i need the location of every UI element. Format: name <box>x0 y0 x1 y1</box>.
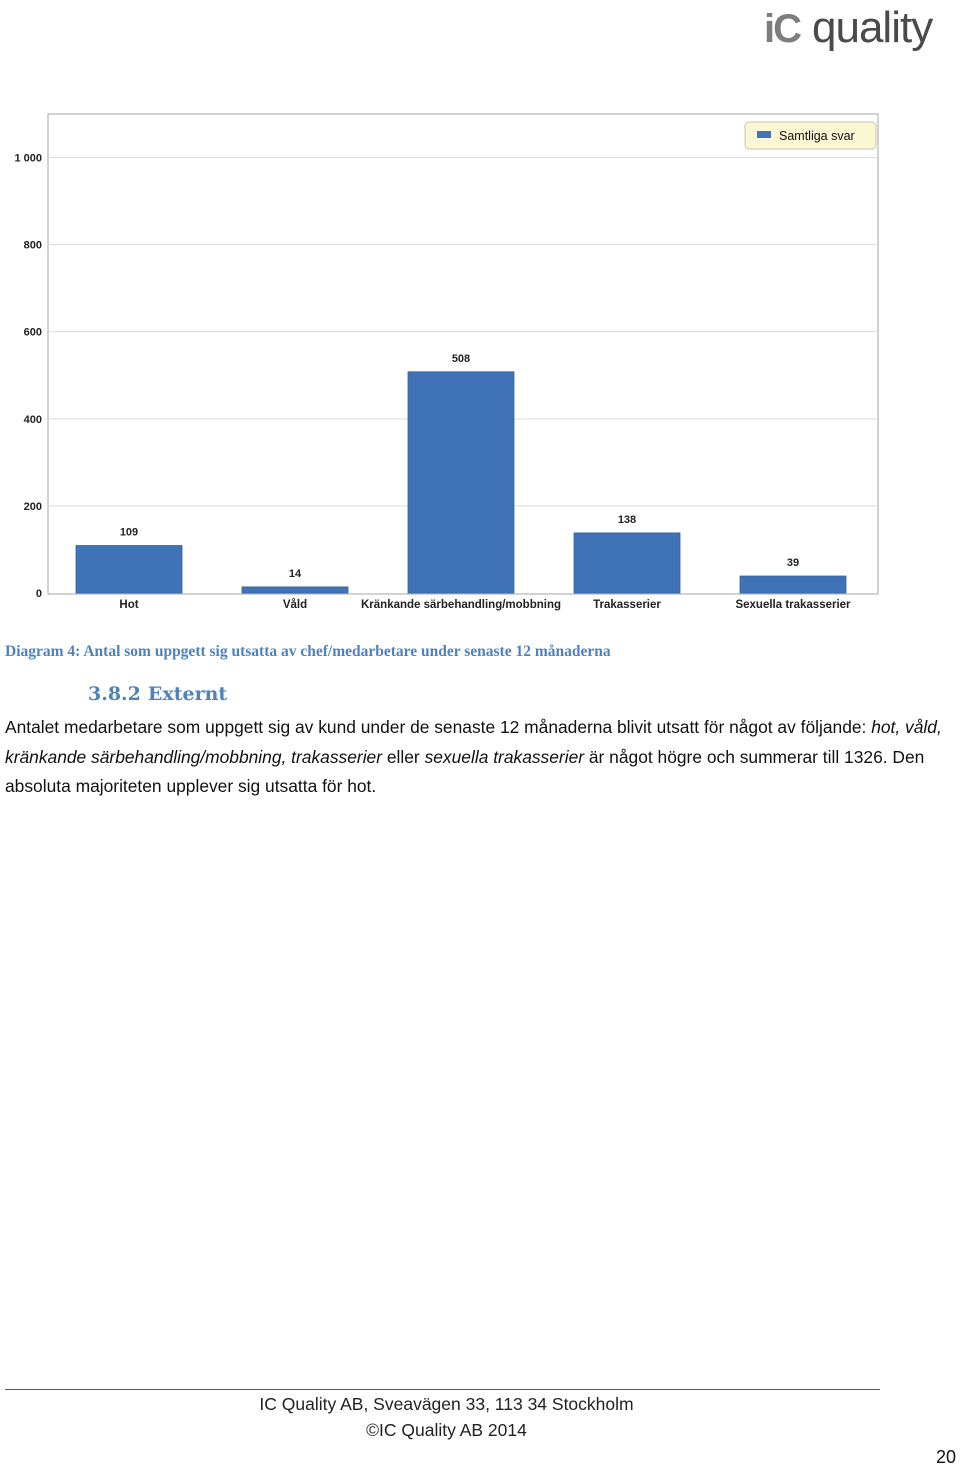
bar-value-label: 14 <box>288 567 302 580</box>
chart-legend <box>745 122 876 149</box>
footer-divider <box>5 1389 880 1390</box>
x-tick-label: Hot <box>119 599 139 611</box>
paragraph-item2-italic: sexuella trakasserier <box>424 746 585 767</box>
bar <box>76 546 182 593</box>
bar-chart <box>0 100 900 620</box>
y-tick-label: 600 <box>23 326 42 339</box>
x-tick-label: Våld <box>282 599 308 611</box>
bar-value-label: 138 <box>617 513 637 526</box>
x-axis-ticks <box>119 599 851 611</box>
paragraph-mid: eller <box>382 746 425 767</box>
footer-address: IC Quality AB, Sveavägen 33, 113 34 Stockholm <box>259 1394 634 1414</box>
chart-caption: Diagram 4: Antal som uppgett sig utsatta av chef/medarbetare under senaste 12 månaderna <box>5 643 611 660</box>
y-tick-label: 1 000 <box>14 152 42 165</box>
y-axis-ticks <box>14 153 42 600</box>
logo-prefix-text: iC <box>764 7 800 51</box>
x-tick-label: Sexuella trakasserier <box>735 599 851 611</box>
bar-value-label: 508 <box>451 352 471 365</box>
paragraph-items-italic: hot, våld, kränkande särbehandling/mobbning, trakasserier <box>5 717 942 767</box>
legend-label: Samtliga svar <box>779 129 855 143</box>
x-tick-label: Trakasserier <box>593 599 661 611</box>
ic-quality-logo <box>760 2 960 58</box>
footer-copyright: ©IC Quality AB 2014 <box>366 1420 527 1440</box>
paragraph-outro: är något högre och summerar till 1326. Den absoluta majoriteten upplever sig utsatta för hot. <box>5 746 925 796</box>
bar <box>574 533 680 593</box>
y-tick-label: 400 <box>23 413 42 426</box>
paragraph-intro: Antalet medarbetare som uppgett sig av kund under de senaste 12 månaderna blivit utsatt för något av följande: <box>5 717 872 737</box>
section-heading <box>88 683 227 705</box>
body-paragraph <box>5 713 955 802</box>
bar <box>740 576 846 593</box>
logo-word-text: quality <box>812 3 933 52</box>
bar-value-label: 109 <box>119 526 139 539</box>
legend-swatch <box>757 131 771 138</box>
bar <box>408 372 514 593</box>
y-tick-label: 200 <box>23 500 42 513</box>
page-number: 20 <box>935 1447 956 1467</box>
x-tick-label: Kränkande särbehandling/mobbning <box>361 599 561 611</box>
section-number: 3.8.2 <box>88 683 141 705</box>
section-title: Externt <box>147 683 228 705</box>
bar <box>242 587 348 593</box>
y-tick-label: 800 <box>23 239 42 252</box>
y-tick-label: 0 <box>35 588 42 600</box>
bar-value-label: 39 <box>786 557 800 570</box>
